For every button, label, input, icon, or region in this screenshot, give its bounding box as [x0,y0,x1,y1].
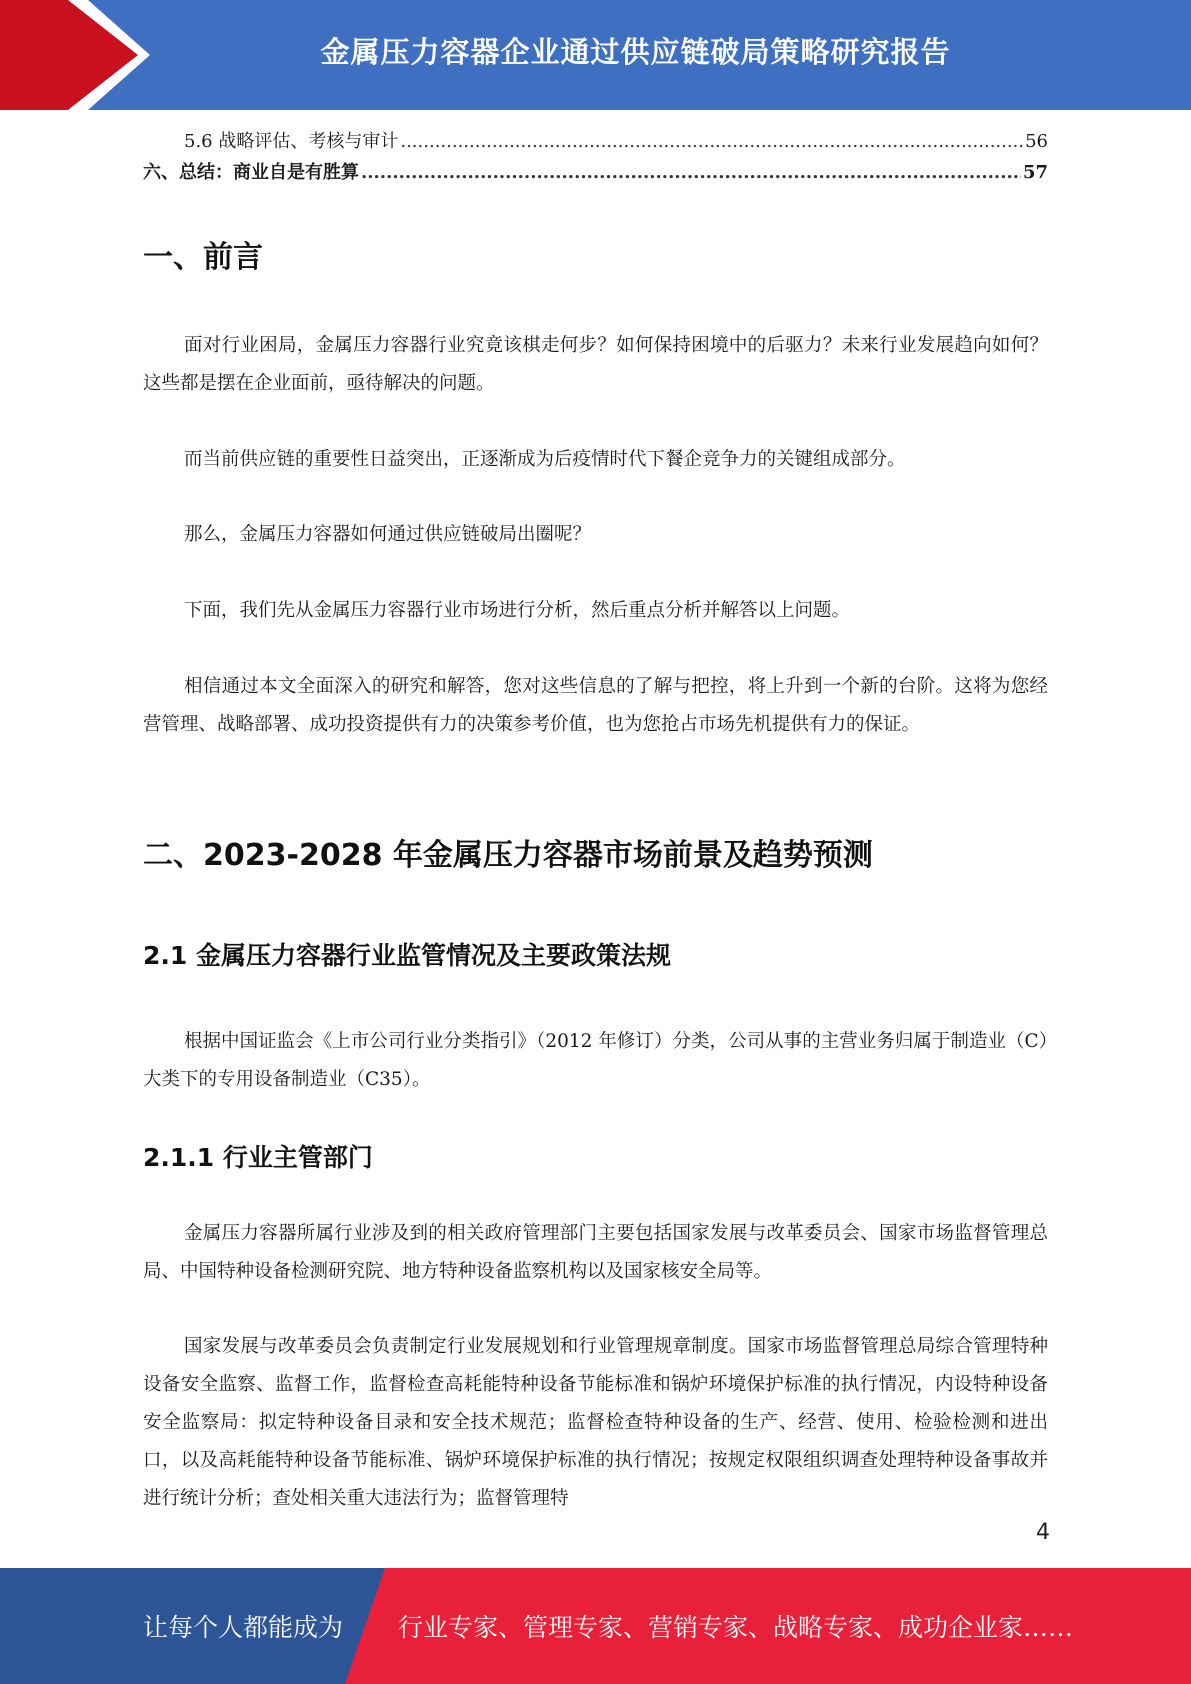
paragraph: 那么，金属压力容器如何通过供应链破局出圈呢？ [184,524,592,545]
footer-slogan-left: 让每个人都能成为 [143,1613,344,1642]
page-footer [0,1568,1191,1684]
paragraph: 相信通过本文全面深入的研究和解答，您对这些信息的了解与把控，将上升到一个新的台阶。这将为您经营管理、战略部署、成功投资提供有力的决策参考价值，也为您抢占市场先机提供有力的保证。 [143,676,1048,735]
toc-entry-label: 六、总结：商业自是有胜算 [143,162,359,183]
paragraph: 下面，我们先从金属压力容器行业市场进行分析，然后重点分析并解答以上问题。 [184,600,851,621]
toc-entry[interactable] [184,130,1048,154]
section-heading-market-outlook: 二、2023-2028 年金属压力容器市场前景及趋势预测 [143,838,873,873]
toc-entry[interactable] [143,161,1048,185]
page-number: 4 [1036,1520,1050,1545]
toc-entry-page: 57 [1022,162,1048,183]
paragraph: 国家发展与改革委员会负责制定行业发展规划和行业管理规章制度。国家市场监督管理总局综合管理特种设备安全监察、监督工作，监督检查高耗能特种设备节能标准和锅炉环境保护标准的执行情况，内设特种设备安全监察局：拟定特种设备目录和安全技术规范；监督检查特种设备的生产、经营、使用、检验检测和进出口，以及高耗能特种设备节能标准、锅炉环境保护标准的执行情况；按规定权限组织调查处理特种设备事故并进行统计分析；查处相关重大违法行为；监督管理特 [143,1336,1048,1509]
subsection-heading-regulation: 2.1 金属压力容器行业监管情况及主要政策法规 [143,941,671,970]
toc-leader-dots [361,161,1021,185]
paragraph: 根据中国证监会《上市公司行业分类指引》（2012 年修订）分类，公司从事的主营业务归属于制造业（C）大类下的专用设备制造业（C35）。 [143,1031,1048,1090]
paragraph: 面对行业困局，金属压力容器行业究竟该棋走何步？如何保持困境中的后驱力？未来行业发展趋向如何？这些都是摆在企业面前，亟待解决的问题。 [143,335,1048,394]
subsection-heading-authorities: 2.1.1 行业主管部门 [143,1143,373,1172]
page-header [0,0,1191,110]
toc-leader-dots [400,130,1023,154]
toc-entry-label: 5.6 战略评估、考核与审计 [184,131,399,152]
report-title: 金属压力容器企业通过供应链破局策略研究报告 [320,34,951,69]
section-heading-preface: 一、前言 [143,240,263,275]
paragraph: 金属压力容器所属行业涉及到的相关政府管理部门主要包括国家发展与改革委员会、国家市场监督管理总局、中国特种设备检测研究院、地方特种设备监察机构以及国家核安全局等。 [143,1223,1048,1282]
toc-entry-page: 56 [1025,131,1048,152]
footer-slogan-right: 行业专家、管理专家、营销专家、战略专家、成功企业家…… [398,1613,1074,1642]
paragraph: 而当前供应链的重要性日益突出，正逐渐成为后疫情时代下餐企竞争力的关键组成部分。 [184,449,906,470]
